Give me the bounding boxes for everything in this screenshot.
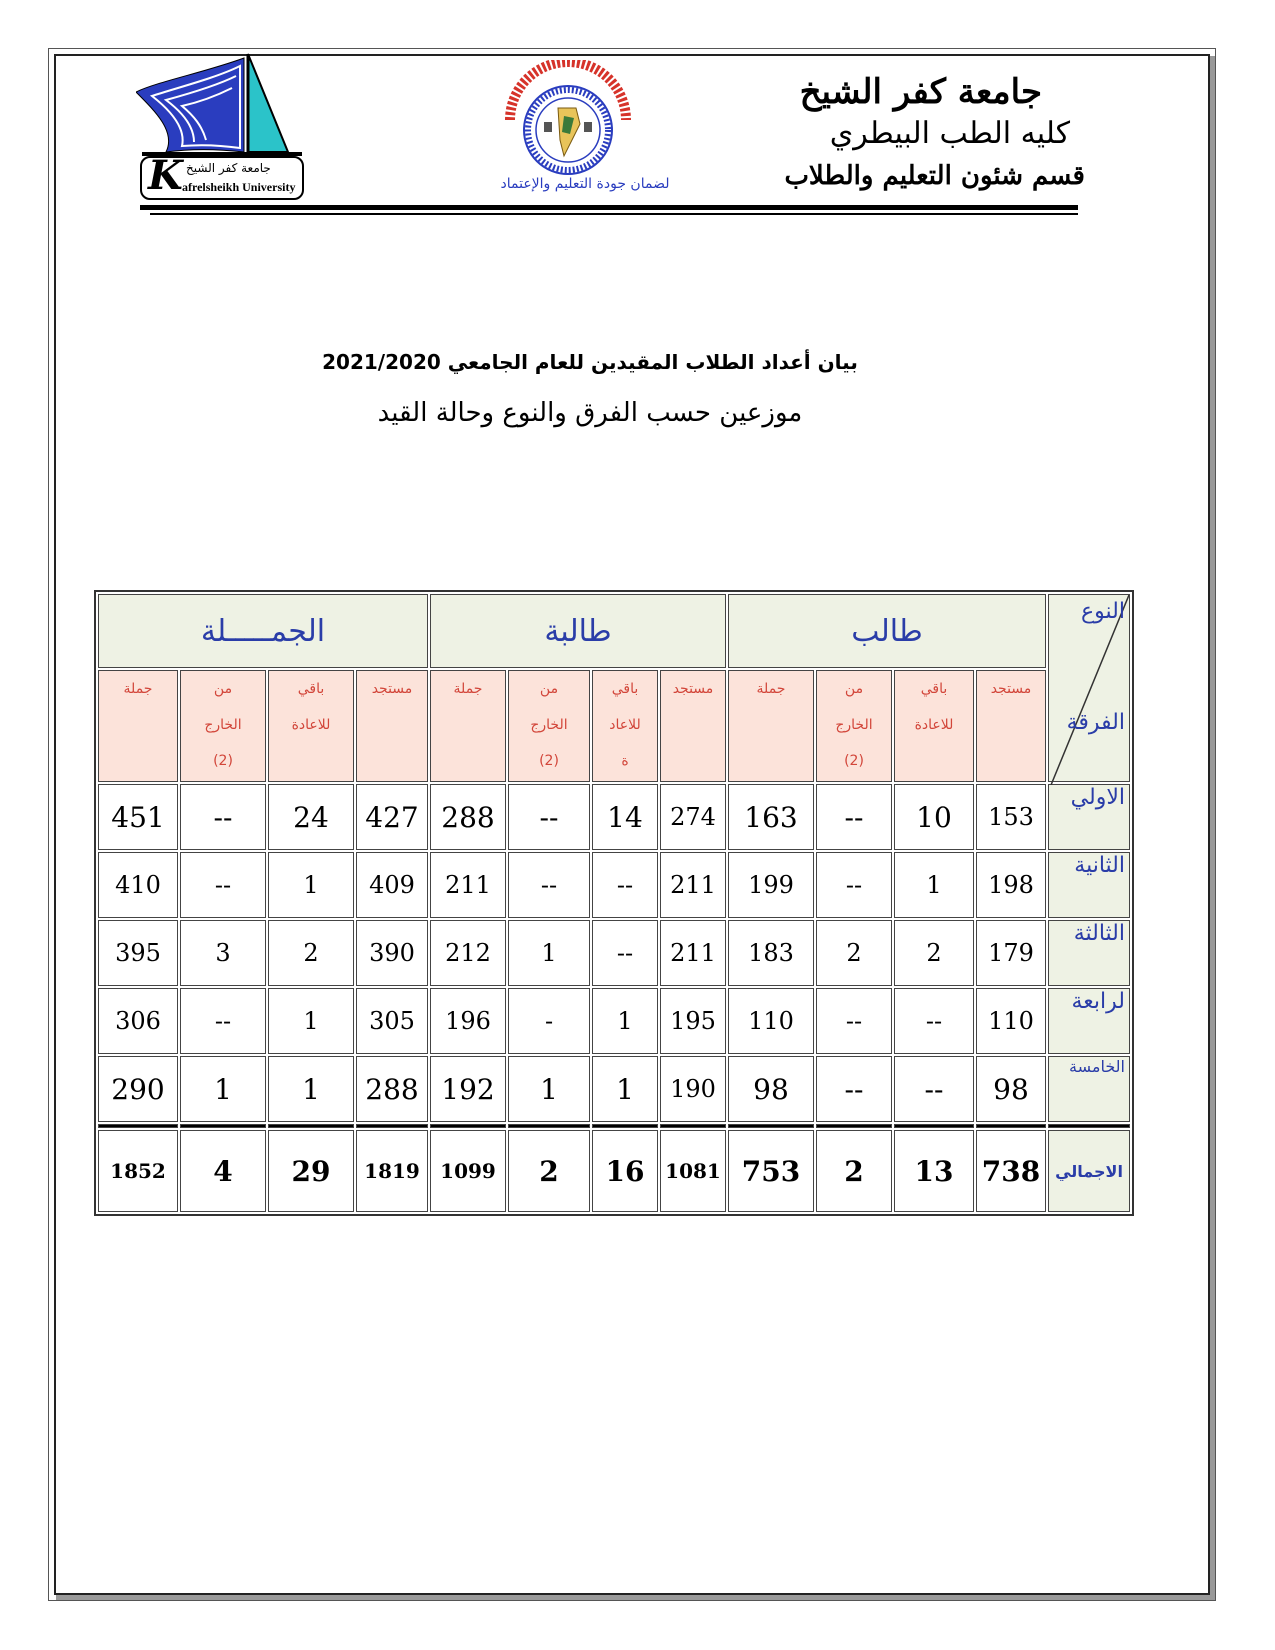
table-cell: 110 bbox=[728, 988, 814, 1054]
table-cell: 1 bbox=[268, 1056, 354, 1122]
subheader-cell: من الخارج (2) bbox=[816, 670, 892, 782]
table-cell: -- bbox=[816, 852, 892, 918]
table-row bbox=[98, 988, 1130, 1054]
logo-letter-k: K bbox=[148, 152, 183, 199]
table-cell: 211 bbox=[430, 852, 506, 918]
table-cell: 14 bbox=[592, 784, 658, 850]
subheader-cell: باقي للاعادة bbox=[894, 670, 974, 782]
students-count-table bbox=[94, 590, 1134, 1216]
seal-caption: لضمان جودة التعليم والإعتماد bbox=[500, 176, 670, 192]
corner-label-year: الفرقة bbox=[1066, 710, 1125, 735]
subheader-cell: باقي للاعادة bbox=[268, 670, 354, 782]
separator-cell bbox=[660, 1124, 726, 1128]
table-cell: 198 bbox=[976, 852, 1046, 918]
table-cell: 1 bbox=[508, 920, 590, 986]
table-cell: 192 bbox=[430, 1056, 506, 1122]
table-body bbox=[98, 784, 1130, 1212]
table-cell: 199 bbox=[728, 852, 814, 918]
table-cell: -- bbox=[894, 1056, 974, 1122]
table-cell: 183 bbox=[728, 920, 814, 986]
table-cell: 110 bbox=[976, 988, 1046, 1054]
total-cell: 4 bbox=[180, 1130, 266, 1212]
total-cell: 1852 bbox=[98, 1130, 178, 1212]
table-cell: 410 bbox=[98, 852, 178, 918]
subheader-cell: مستجد bbox=[660, 670, 726, 782]
row-label: الخامسة bbox=[1048, 1056, 1130, 1122]
table-cell: 190 bbox=[660, 1056, 726, 1122]
table-cell: 98 bbox=[976, 1056, 1046, 1122]
table-cell: 274 bbox=[660, 784, 726, 850]
group-header-total: الجمـــــلة bbox=[98, 594, 428, 668]
separator-cell bbox=[430, 1124, 506, 1128]
table-cell: 1 bbox=[592, 1056, 658, 1122]
subheader-cell: جملة bbox=[98, 670, 178, 782]
separator-cell bbox=[1048, 1124, 1130, 1128]
total-row bbox=[98, 1130, 1130, 1212]
row-label: الاولي bbox=[1048, 784, 1130, 850]
corner-header-cell bbox=[1048, 594, 1130, 782]
table-cell: 305 bbox=[356, 988, 428, 1054]
table-cell: -- bbox=[816, 784, 892, 850]
total-cell: 738 bbox=[976, 1130, 1046, 1212]
subheader-cell: من الخارج (2) bbox=[508, 670, 590, 782]
subheader-cell: جملة bbox=[728, 670, 814, 782]
table-cell: 179 bbox=[976, 920, 1046, 986]
document-subtitle: موزعين حسب الفرق والنوع وحالة القيد bbox=[377, 398, 803, 428]
department-name: قسم شئون التعليم والطلاب bbox=[784, 161, 1085, 191]
total-separator bbox=[98, 1124, 1130, 1128]
table-cell: 24 bbox=[268, 784, 354, 850]
table-cell: 395 bbox=[98, 920, 178, 986]
table-cell: 3 bbox=[180, 920, 266, 986]
table-cell: -- bbox=[592, 852, 658, 918]
total-cell: 16 bbox=[592, 1130, 658, 1212]
table-cell: 409 bbox=[356, 852, 428, 918]
table-cell: - bbox=[508, 988, 590, 1054]
table-cell: 1 bbox=[180, 1056, 266, 1122]
subheader-cell: مستجد bbox=[356, 670, 428, 782]
table-cell: 98 bbox=[728, 1056, 814, 1122]
separator-cell bbox=[356, 1124, 428, 1128]
group-header-male: طالب bbox=[728, 594, 1046, 668]
table-cell: 196 bbox=[430, 988, 506, 1054]
header-rule-thin bbox=[150, 213, 1078, 215]
total-cell: 1081 bbox=[660, 1130, 726, 1212]
table-cell: 288 bbox=[356, 1056, 428, 1122]
table-cell: 153 bbox=[976, 784, 1046, 850]
table-cell: 1 bbox=[268, 988, 354, 1054]
document-title: بيان أعداد الطلاب المقيدين للعام الجامعي 2021/2020 bbox=[322, 350, 858, 374]
subheader-row bbox=[98, 670, 1130, 782]
separator-cell bbox=[976, 1124, 1046, 1128]
table-cell: 2 bbox=[894, 920, 974, 986]
subheader-cell: مستجد bbox=[976, 670, 1046, 782]
total-cell: 2 bbox=[508, 1130, 590, 1212]
row-label: لرابعة bbox=[1048, 988, 1130, 1054]
total-cell: 753 bbox=[728, 1130, 814, 1212]
header-rule-thick bbox=[140, 205, 1078, 210]
table-cell: -- bbox=[508, 784, 590, 850]
table-cell: 288 bbox=[430, 784, 506, 850]
faculty-name: كليه الطب البيطري bbox=[829, 116, 1070, 151]
table-cell: 2 bbox=[268, 920, 354, 986]
naqaae-seal-icon bbox=[500, 60, 636, 178]
table-cell: 451 bbox=[98, 784, 178, 850]
table-cell: 1 bbox=[894, 852, 974, 918]
university-name: جامعة كفر الشيخ bbox=[799, 72, 1042, 112]
separator-cell bbox=[98, 1124, 178, 1128]
separator-cell bbox=[268, 1124, 354, 1128]
university-logo-box bbox=[140, 152, 304, 200]
subheader-cell: جملة bbox=[430, 670, 506, 782]
table-row bbox=[98, 784, 1130, 850]
table-cell: 1 bbox=[508, 1056, 590, 1122]
separator-cell bbox=[816, 1124, 892, 1128]
total-cell: 1819 bbox=[356, 1130, 428, 1212]
group-header-row bbox=[98, 594, 1130, 668]
corner-label-type: النوع bbox=[1081, 599, 1125, 624]
row-label: الثالثة bbox=[1048, 920, 1130, 986]
table-cell: -- bbox=[180, 852, 266, 918]
total-row-label: الاجمالي bbox=[1048, 1130, 1130, 1212]
separator-cell bbox=[180, 1124, 266, 1128]
subheader-cell: باقي للاعاد ة bbox=[592, 670, 658, 782]
row-label: الثانية bbox=[1048, 852, 1130, 918]
table-cell: 427 bbox=[356, 784, 428, 850]
table-cell: -- bbox=[894, 988, 974, 1054]
total-cell: 2 bbox=[816, 1130, 892, 1212]
table-cell: 1 bbox=[268, 852, 354, 918]
table-row bbox=[98, 1056, 1130, 1122]
table-cell: -- bbox=[180, 784, 266, 850]
table-cell: -- bbox=[508, 852, 590, 918]
logo-arabic-name: جامعة كفر الشيخ bbox=[186, 161, 271, 175]
table-cell: 1 bbox=[592, 988, 658, 1054]
table-row bbox=[98, 920, 1130, 986]
separator-cell bbox=[508, 1124, 590, 1128]
table-cell: 163 bbox=[728, 784, 814, 850]
table-cell: 306 bbox=[98, 988, 178, 1054]
table-cell: -- bbox=[180, 988, 266, 1054]
table-cell: 211 bbox=[660, 852, 726, 918]
table-cell: 10 bbox=[894, 784, 974, 850]
table-cell: 390 bbox=[356, 920, 428, 986]
total-cell: 1099 bbox=[430, 1130, 506, 1212]
table-cell: -- bbox=[816, 1056, 892, 1122]
separator-cell bbox=[592, 1124, 658, 1128]
table-cell: 212 bbox=[430, 920, 506, 986]
total-cell: 29 bbox=[268, 1130, 354, 1212]
logo-english-name: afrelsheikh University bbox=[182, 180, 296, 194]
total-cell: 13 bbox=[894, 1130, 974, 1212]
table-cell: 290 bbox=[98, 1056, 178, 1122]
table-cell: 211 bbox=[660, 920, 726, 986]
separator-cell bbox=[728, 1124, 814, 1128]
separator-cell bbox=[894, 1124, 974, 1128]
table-cell: -- bbox=[816, 988, 892, 1054]
table-row bbox=[98, 852, 1130, 918]
table-cell: 195 bbox=[660, 988, 726, 1054]
table-cell: -- bbox=[592, 920, 658, 986]
subheader-cell: من الخارج (2) bbox=[180, 670, 266, 782]
table-cell: 2 bbox=[816, 920, 892, 986]
group-header-female: طالبة bbox=[430, 594, 726, 668]
